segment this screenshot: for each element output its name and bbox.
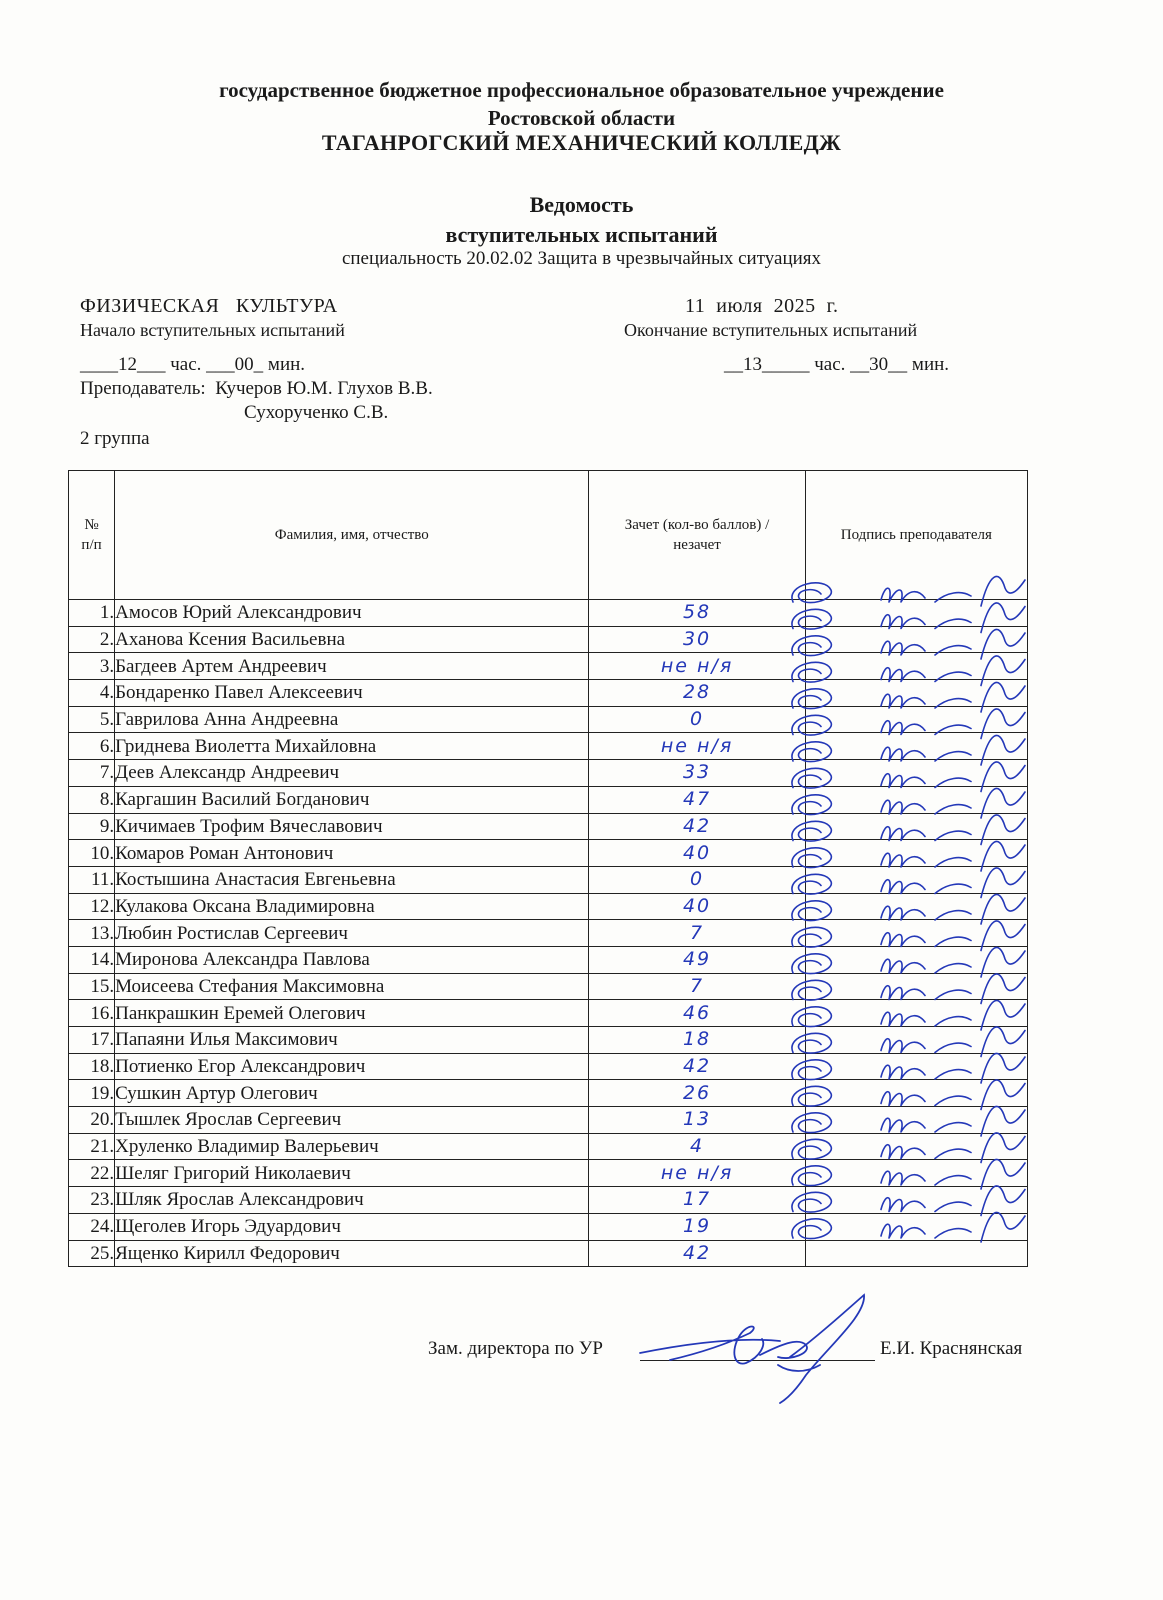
row-number: 15.: [69, 973, 115, 1000]
header-score: Зачет (кол-во баллов) / незачет: [589, 471, 805, 600]
table-row: [69, 893, 1028, 920]
student-score: 4: [589, 1133, 805, 1160]
specialty-line: специальность 20.02.02 Защита в чрезвычайных ситуациях: [341, 248, 822, 269]
title-line-2: вступительных испытаний: [445, 222, 718, 247]
student-name: Панкрашкин Еремей Олегович: [115, 1000, 589, 1027]
student-name: Каргашин Василий Богданович: [115, 786, 589, 813]
table-row: [69, 1053, 1028, 1080]
teacher-signature-cell: [805, 1080, 1027, 1107]
table-row: [69, 626, 1028, 653]
teacher-signature-cell: [805, 840, 1027, 867]
teacher-signature-cell: [805, 1133, 1027, 1160]
student-name: Кичимаев Трофим Вячеславович: [115, 813, 589, 840]
row-number: 12.: [69, 893, 115, 920]
table-row: [69, 1080, 1028, 1107]
student-score: 0: [589, 866, 805, 893]
teacher-signature-cell: [805, 600, 1027, 627]
student-name: Шеляг Григорий Николаевич: [115, 1160, 589, 1187]
table-header-row: [69, 471, 1028, 600]
table-row: [69, 973, 1028, 1000]
student-score: 47: [589, 786, 805, 813]
row-number: 13.: [69, 920, 115, 947]
title-line-1: Ведомость: [529, 192, 634, 217]
student-score: 17: [589, 1187, 805, 1214]
student-name: Щеголев Игорь Эдуардович: [115, 1213, 589, 1240]
approval-name: Е.И. Краснянская: [880, 1338, 1023, 1359]
row-number: 9.: [69, 813, 115, 840]
teachers-line-1: Преподаватель: Кучеров Ю.М. Глухов В.В.: [80, 378, 433, 399]
student-score: 28: [589, 680, 805, 707]
row-number: 2.: [69, 626, 115, 653]
director-signature: [630, 1285, 870, 1415]
college-name: ТАГАНРОГСКИЙ МЕХАНИЧЕСКИЙ КОЛЛЕДЖ: [321, 130, 842, 155]
row-number: 17.: [69, 1027, 115, 1054]
student-name: Потиенко Егор Александрович: [115, 1053, 589, 1080]
teacher-signature-cell: [805, 1213, 1027, 1240]
row-number: 20.: [69, 1107, 115, 1134]
header-name: Фамилия, имя, отчество: [115, 471, 589, 600]
teacher-signature-cell: [805, 920, 1027, 947]
table-row: [69, 1000, 1028, 1027]
student-score: не н/я: [589, 653, 805, 680]
student-name: Амосов Юрий Александрович: [115, 600, 589, 627]
student-name: Хруленко Владимир Валерьевич: [115, 1133, 589, 1160]
teacher-signature-cell: [805, 1053, 1027, 1080]
table-row: [69, 1160, 1028, 1187]
teacher-signature-cell: [805, 626, 1027, 653]
table-row: [69, 866, 1028, 893]
student-score: не н/я: [589, 1160, 805, 1187]
document-title: [0, 190, 1163, 250]
table-row: [69, 1213, 1028, 1240]
org-line-2: Ростовской области: [487, 106, 676, 130]
student-score: 7: [589, 920, 805, 947]
row-number: 8.: [69, 786, 115, 813]
table-row: [69, 1187, 1028, 1214]
student-name: Любин Ростислав Сергеевич: [115, 920, 589, 947]
student-name: Кулакова Оксана Владимировна: [115, 893, 589, 920]
teacher-signature-cell: [805, 1000, 1027, 1027]
teacher-signature-cell: [805, 706, 1027, 733]
student-name: Багдеев Артем Андреевич: [115, 653, 589, 680]
student-score: 33: [589, 760, 805, 787]
row-number: 19.: [69, 1080, 115, 1107]
row-number: 14.: [69, 946, 115, 973]
row-number: 25.: [69, 1240, 115, 1267]
teacher-signature-cell: [805, 760, 1027, 787]
teacher-signature-cell: [805, 893, 1027, 920]
teacher-signature-cell: [805, 946, 1027, 973]
group-label: 2 группа: [80, 428, 150, 449]
org-line-1: государственное бюджетное профессиональное образовательное учреждение: [219, 78, 944, 102]
start-label: Начало вступительных испытаний: [80, 320, 345, 340]
student-name: Бондаренко Павел Алексеевич: [115, 680, 589, 707]
student-score: 0: [589, 706, 805, 733]
student-name: Сушкин Артур Олегович: [115, 1080, 589, 1107]
row-number: 4.: [69, 680, 115, 707]
row-number: 5.: [69, 706, 115, 733]
row-number: 11.: [69, 866, 115, 893]
student-name: Деев Александр Андреевич: [115, 760, 589, 787]
table-row: [69, 1240, 1028, 1267]
student-name: Ященко Кирилл Федорович: [115, 1240, 589, 1267]
student-name: Шляк Ярослав Александрович: [115, 1187, 589, 1214]
row-number: 1.: [69, 600, 115, 627]
table-row: [69, 813, 1028, 840]
student-name: Моисеева Стефания Максимовна: [115, 973, 589, 1000]
student-score: 26: [589, 1080, 805, 1107]
student-name: Миронова Александра Павлова: [115, 946, 589, 973]
student-name: Аханова Ксения Васильевна: [115, 626, 589, 653]
student-score: 40: [589, 893, 805, 920]
end-time: __13_____ час. __30__ мин.: [724, 354, 950, 375]
row-number: 6.: [69, 733, 115, 760]
header-signature: Подпись преподавателя: [805, 471, 1027, 600]
row-number: 10.: [69, 840, 115, 867]
teacher-signature-cell: [805, 866, 1027, 893]
student-name: Тышлек Ярослав Сергеевич: [115, 1107, 589, 1134]
row-number: 3.: [69, 653, 115, 680]
student-score: 58: [589, 600, 805, 627]
table-row: [69, 733, 1028, 760]
row-number: 24.: [69, 1213, 115, 1240]
table-row: [69, 706, 1028, 733]
row-number: 18.: [69, 1053, 115, 1080]
student-score: 30: [589, 626, 805, 653]
organization-name: [0, 76, 1163, 132]
table-row: [69, 920, 1028, 947]
table-row: [69, 760, 1028, 787]
teacher-signature-cell: [805, 786, 1027, 813]
student-score: 40: [589, 840, 805, 867]
table-row: [69, 600, 1028, 627]
student-name: Гаврилова Анна Андреевна: [115, 706, 589, 733]
teacher-signature-cell: [805, 733, 1027, 760]
teacher-signature-cell: [805, 653, 1027, 680]
student-name: Комаров Роман Антонович: [115, 840, 589, 867]
results-table: [68, 470, 1028, 1267]
student-name: Костышина Анастасия Евгеньевна: [115, 866, 589, 893]
teachers-line-2: Сухорученко С.В.: [244, 402, 389, 423]
table-row: [69, 680, 1028, 707]
row-number: 16.: [69, 1000, 115, 1027]
student-score: 13: [589, 1107, 805, 1134]
table-row: [69, 946, 1028, 973]
table-row: [69, 786, 1028, 813]
row-number: 22.: [69, 1160, 115, 1187]
table-body: [69, 600, 1028, 1267]
teacher-signature-cell: [805, 1187, 1027, 1214]
approval-label: Зам. директора по УР: [428, 1338, 603, 1359]
student-score: 49: [589, 946, 805, 973]
teacher-signature-cell: [805, 1107, 1027, 1134]
teacher-signature-cell: [805, 813, 1027, 840]
student-score: 18: [589, 1027, 805, 1054]
table-row: [69, 653, 1028, 680]
row-number: 21.: [69, 1133, 115, 1160]
table-row: [69, 1027, 1028, 1054]
student-score: 42: [589, 1240, 805, 1267]
student-score: 42: [589, 1053, 805, 1080]
student-name: Гриднева Виолетта Михайловна: [115, 733, 589, 760]
student-score: 19: [589, 1213, 805, 1240]
student-score: 42: [589, 813, 805, 840]
student-name: Папаяни Илья Максимович: [115, 1027, 589, 1054]
teacher-signature-cell: [805, 1240, 1027, 1267]
teacher-signature-cell: [805, 680, 1027, 707]
header-num: № п/п: [69, 471, 115, 600]
teacher-signature-cell: [805, 1160, 1027, 1187]
table-row: [69, 1107, 1028, 1134]
table-row: [69, 1133, 1028, 1160]
exam-subject: ФИЗИЧЕСКАЯ КУЛЬТУРА: [80, 295, 338, 317]
table-row: [69, 840, 1028, 867]
start-time: ____12___ час. ___00_ мин.: [80, 354, 306, 375]
teacher-signature-cell: [805, 1027, 1027, 1054]
student-score: 46: [589, 1000, 805, 1027]
end-label: Окончание вступительных испытаний: [624, 320, 918, 340]
row-number: 23.: [69, 1187, 115, 1214]
teacher-signature-cell: [805, 973, 1027, 1000]
student-score: 7: [589, 973, 805, 1000]
student-score: не н/я: [589, 733, 805, 760]
row-number: 7.: [69, 760, 115, 787]
exam-date: 11 июля 2025 г.: [685, 295, 839, 317]
